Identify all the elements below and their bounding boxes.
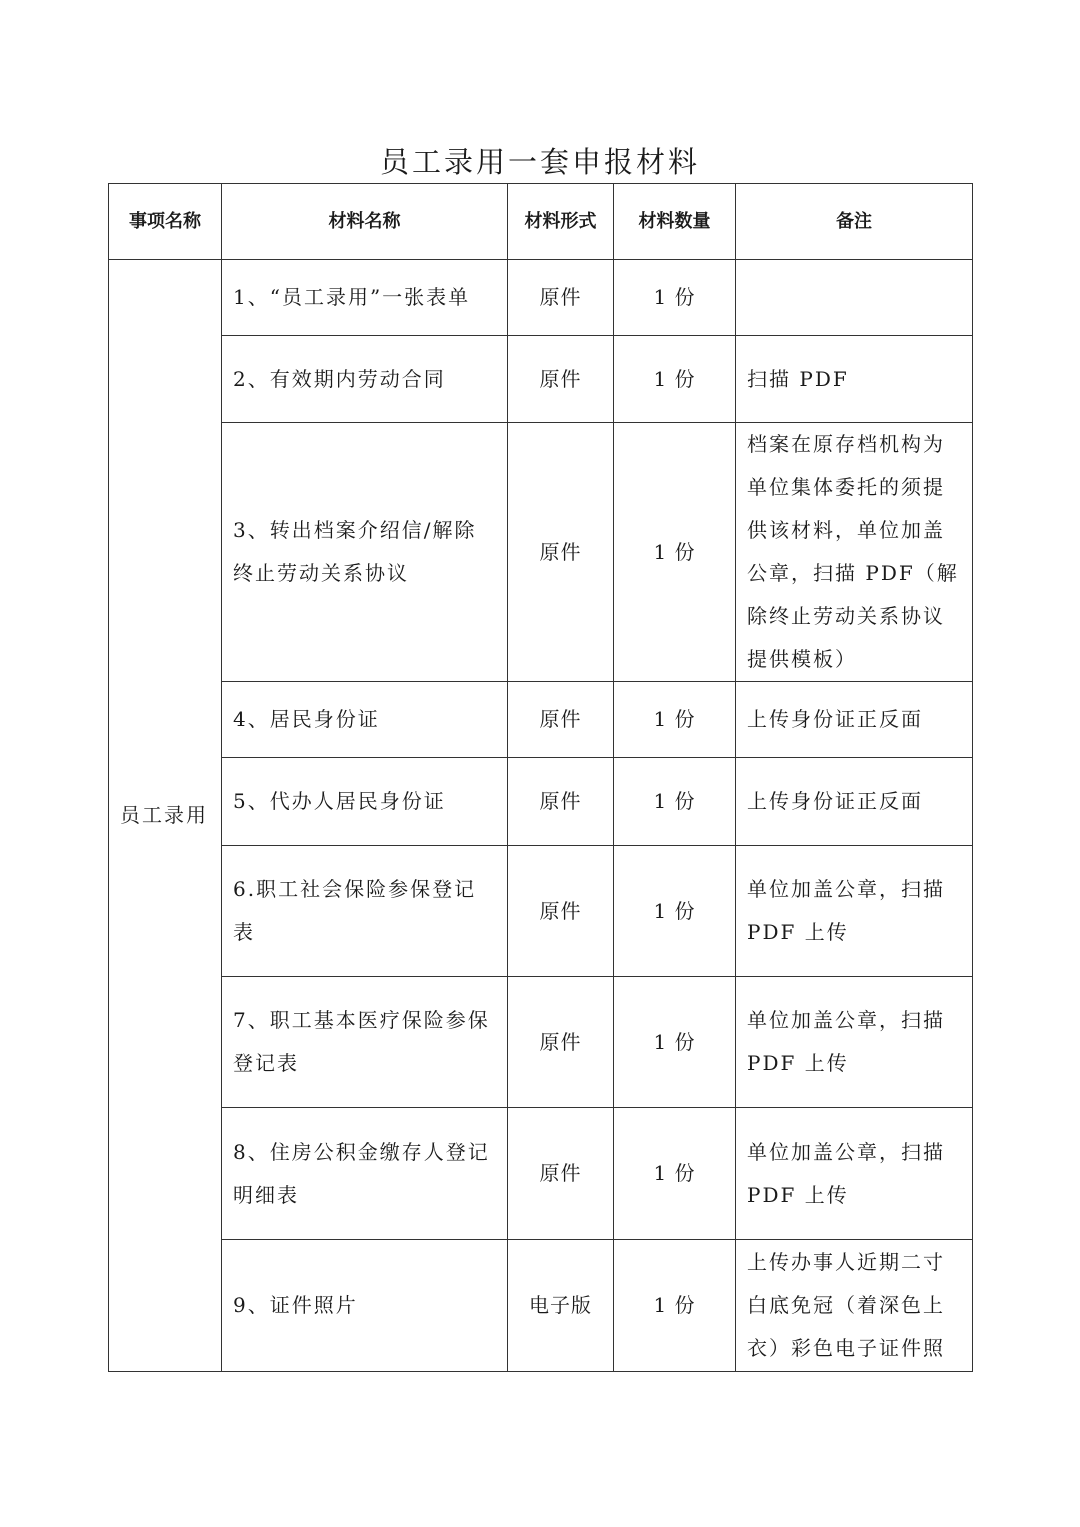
table-row [109,846,973,977]
material-name-cell: 2、有效期内劳动合同 [222,336,508,423]
material-quantity-cell: 1 份 [614,758,736,846]
table-row [109,758,973,846]
table-row [109,1240,973,1372]
table-header-row [109,184,973,260]
remarks-cell [736,260,973,336]
document-title: 员工录用一套申报材料 [379,145,700,179]
header-material-form: 材料形式 [508,184,614,260]
material-quantity-cell: 1 份 [614,260,736,336]
material-name-cell: 9、证件照片 [222,1240,508,1372]
material-name-cell: 7、职工基本医疗保险参保登记表 [222,977,508,1108]
item-name-cell: 员工录用 [109,260,222,1372]
remarks-cell: 上传身份证正反面 [736,682,973,758]
material-name-cell: 5、代办人居民身份证 [222,758,508,846]
material-form-cell: 原件 [508,423,614,682]
material-form-cell: 原件 [508,846,614,977]
table-row [109,260,973,336]
remarks-cell: 单位加盖公章，扫描 PDF 上传 [736,846,973,977]
table-row [109,682,973,758]
remarks-cell: 档案在原存档机构为单位集体委托的须提供该材料，单位加盖公章，扫描 PDF（解除终止劳动关系协议提供模板） [736,423,973,682]
remarks-cell: 单位加盖公章，扫描 PDF 上传 [736,977,973,1108]
material-quantity-cell: 1 份 [614,1240,736,1372]
table-row [109,423,973,682]
material-name-cell: 1、“员工录用”一张表单 [222,260,508,336]
material-form-cell: 原件 [508,260,614,336]
material-form-cell: 原件 [508,977,614,1108]
remarks-cell: 单位加盖公章，扫描 PDF 上传 [736,1108,973,1240]
material-name-cell: 6.职工社会保险参保登记表 [222,846,508,977]
header-remarks: 备注 [736,184,973,260]
material-form-cell: 原件 [508,336,614,423]
header-material-quantity: 材料数量 [614,184,736,260]
remarks-cell: 扫描 PDF [736,336,973,423]
material-form-cell: 原件 [508,682,614,758]
material-quantity-cell: 1 份 [614,682,736,758]
material-quantity-cell: 1 份 [614,846,736,977]
materials-table [108,183,973,1372]
material-quantity-cell: 1 份 [614,336,736,423]
header-item-name: 事项名称 [109,184,222,260]
table-row [109,336,973,423]
material-name-cell: 4、居民身份证 [222,682,508,758]
material-form-cell: 电子版 [508,1240,614,1372]
material-name-cell: 8、住房公积金缴存人登记明细表 [222,1108,508,1240]
remarks-cell: 上传办事人近期二寸白底免冠（着深色上衣）彩色电子证件照 [736,1240,973,1372]
material-quantity-cell: 1 份 [614,1108,736,1240]
material-form-cell: 原件 [508,1108,614,1240]
table-row [109,1108,973,1240]
table-row [109,977,973,1108]
material-quantity-cell: 1 份 [614,977,736,1108]
header-material-name: 材料名称 [222,184,508,260]
remarks-cell: 上传身份证正反面 [736,758,973,846]
material-form-cell: 原件 [508,758,614,846]
material-quantity-cell: 1 份 [614,423,736,682]
material-name-cell: 3、转出档案介绍信/解除终止劳动关系协议 [222,423,508,682]
